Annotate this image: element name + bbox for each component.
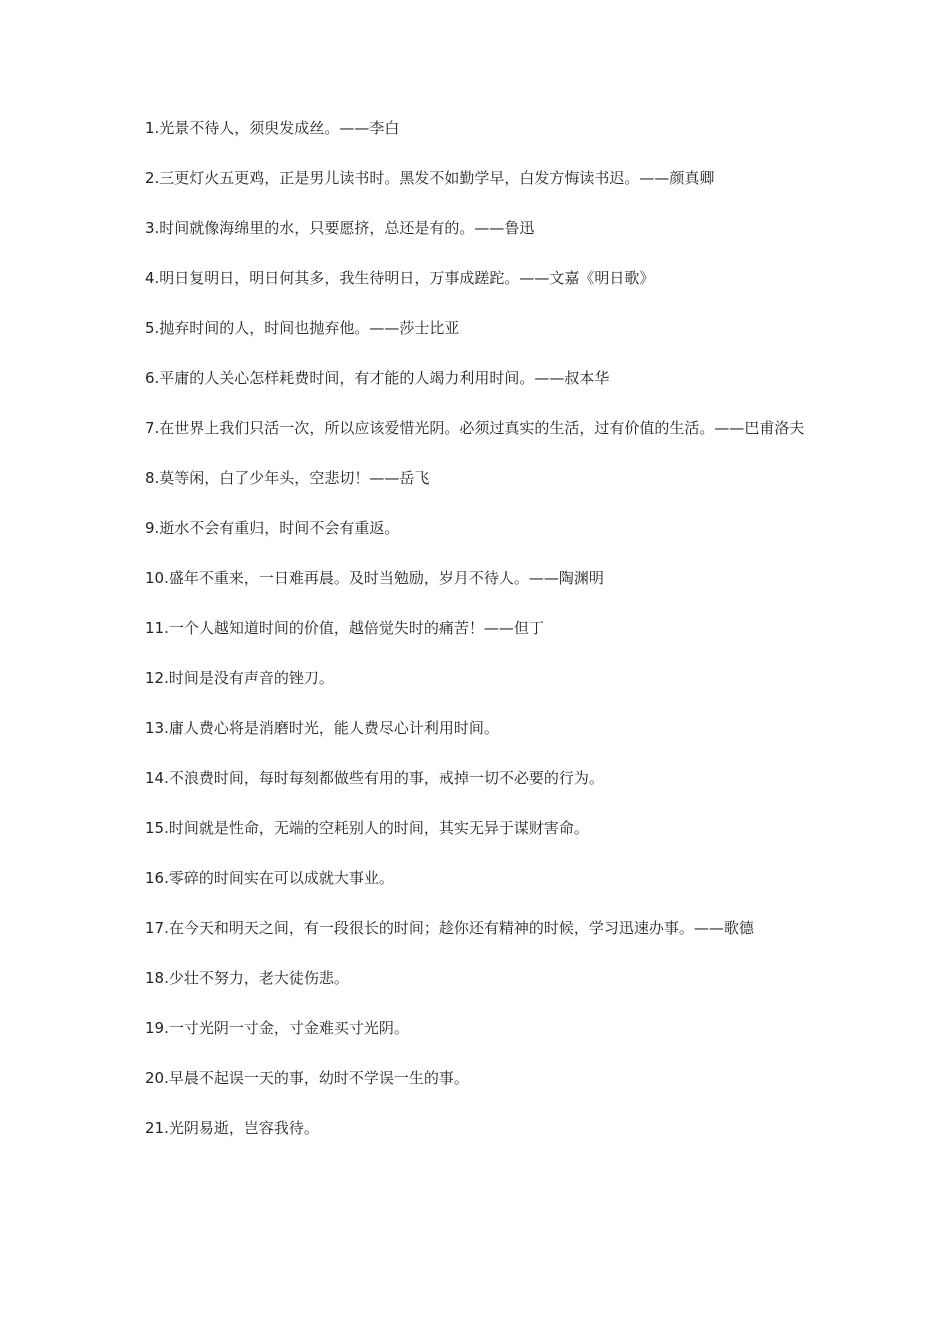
list-item: 12.时间是没有声音的锉刀。 bbox=[145, 669, 334, 687]
list-item: 2.三更灯火五更鸡，正是男儿读书时。黑发不如勤学早，白发方悔读书迟。——颜真卿 bbox=[145, 169, 715, 187]
list-item: 13.庸人费心将是消磨时光，能人费尽心计利用时间。 bbox=[145, 719, 499, 737]
list-item: 18.少壮不努力，老大徒伤悲。 bbox=[145, 969, 349, 987]
list-item: 11.一个人越知道时间的价值，越倍觉失时的痛苦！——但丁 bbox=[145, 619, 544, 637]
list-item: 9.逝水不会有重归，时间不会有重返。 bbox=[145, 519, 400, 537]
list-item: 5.抛弃时间的人，时间也抛弃他。——莎士比亚 bbox=[145, 319, 460, 337]
list-item: 16.零碎的时间实在可以成就大事业。 bbox=[145, 869, 394, 887]
list-item: 20.早晨不起误一天的事，幼时不学误一生的事。 bbox=[145, 1069, 469, 1087]
list-item: 21.光阴易逝，岂容我待。 bbox=[145, 1119, 319, 1137]
list-item: 3.时间就像海绵里的水，只要愿挤，总还是有的。——鲁迅 bbox=[145, 219, 535, 237]
quote-list bbox=[145, 116, 805, 1166]
list-item: 7.在世界上我们只活一次，所以应该爱惜光阴。必须过真实的生活，过有价值的生活。——巴甫洛夫 bbox=[145, 419, 805, 437]
list-item: 17.在今天和明天之间，有一段很长的时间；趁你还有精神的时候，学习迅速办事。——歌德 bbox=[145, 919, 754, 937]
list-item: 1.光景不待人，须臾发成丝。——李白 bbox=[145, 119, 400, 137]
list-item: 4.明日复明日，明日何其多，我生待明日，万事成蹉跎。——文嘉《明日歌》 bbox=[145, 269, 655, 287]
list-item: 15.时间就是性命，无端的空耗别人的时间，其实无异于谋财害命。 bbox=[145, 819, 589, 837]
list-item: 6.平庸的人关心怎样耗费时间，有才能的人竭力利用时间。——叔本华 bbox=[145, 369, 610, 387]
list-item: 10.盛年不重来，一日难再晨。及时当勉励，岁月不待人。——陶渊明 bbox=[145, 569, 604, 587]
list-item: 14.不浪费时间，每时每刻都做些有用的事，戒掉一切不必要的行为。 bbox=[145, 769, 604, 787]
list-item: 19.一寸光阴一寸金，寸金难买寸光阴。 bbox=[145, 1019, 409, 1037]
list-item: 8.莫等闲，白了少年头，空悲切！——岳飞 bbox=[145, 469, 430, 487]
